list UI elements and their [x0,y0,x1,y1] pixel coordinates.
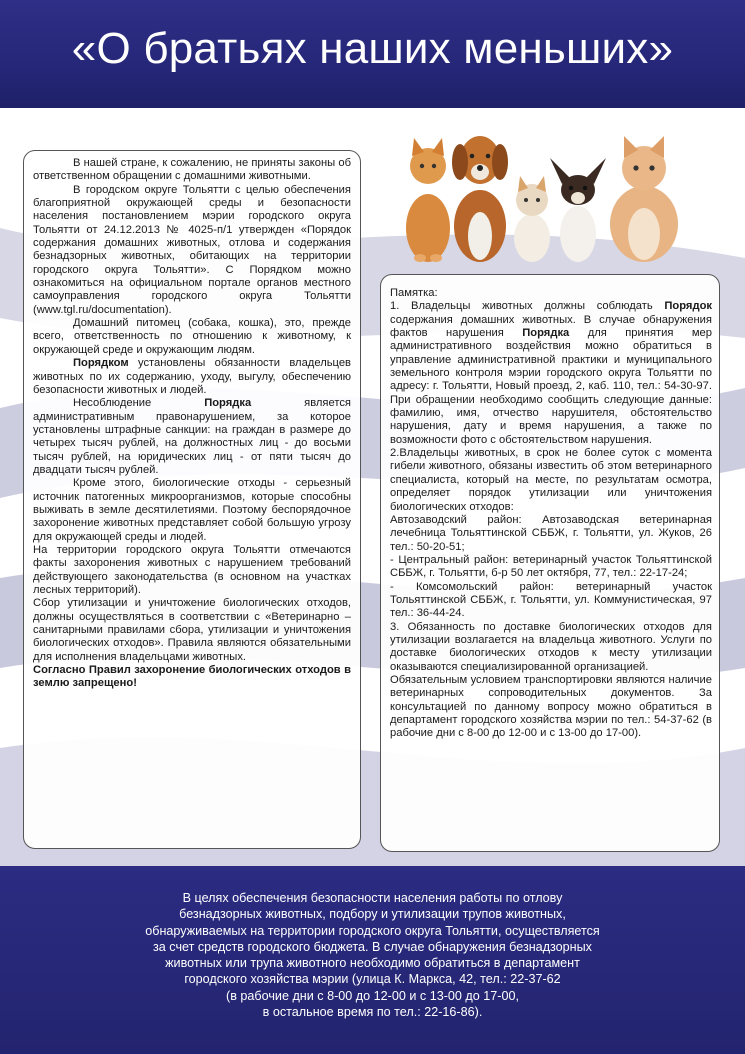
paragraph-duties [33,357,351,397]
memo-item-1-mid: содержания домашних животных. В случае обнаружения фактов нарушения [390,313,712,340]
duties-text: установлены обязанности владельцев животных по их содержанию, уходу, выгулу, обеспечению безопасности животных и людей. [33,357,351,396]
memo-transport: Обязательным условием транспортировки являются наличие ветеринарных сопроводительных документов. За консультацией по данному вопросу можно обратиться в департамент городского хозяйства мэрии по тел.: 54-37-62 (в рабочие дни с 8-00 до 12-00 и с 13-00 до 17-00). [390,673,712,740]
bold-term: Порядок [664,300,712,313]
district-centralny: - Центральный район: ветеринарный участок Тольяттинской СББЖ, г. Тольятти, б-р 50 лет октября, 77, тел.: 22-17-24; [390,553,712,580]
district-komsomolsky: - Комсомольский район: ветеринарный участок Тольяттинской СББЖ, г. Тольятти, ул. Коммунистическая, 97 тел.: 36-44-24. [390,580,712,620]
memo-heading: Памятка: [390,287,438,299]
memo-item-3: 3. Обязанность по доставке биологических отходов для утилизации возлагается на владельца животного. Услуги по доставке биологических отходов к месту утилизации оказываются специализированной организацией. [390,620,712,673]
paragraph-laws: В нашей стране, к сожалению, не приняты законы об ответственном обращении с домашними животными. [33,157,351,183]
info-panel-left [23,150,361,849]
paragraph-violations: На территории городского округа Тольятти отмечаются факты захоронения животных с нарушением требований действующего законодательства (в основном на участках лесных территорий). [33,543,351,596]
bold-term: Порядком [73,357,129,370]
paragraph-penalties [33,397,351,477]
kitten-icon [514,176,550,262]
memo-item-1-lead: 1. Владельцы животных должны соблюдать [390,300,665,313]
memo-panel [380,274,720,852]
paragraph-pet-responsibility: Домашний питомец (собака, кошка), это, прежде всего, ответственность по отношению к животному, к окружающей среде и окружающим людям. [33,317,351,356]
penalties-lead: Несоблюдение [73,397,205,410]
dog-icon [452,136,508,262]
paragraph-resolution: В городском округе Тольятти с целью обеспечения благоприятной окружающей среды и безопасности населения постановлением мэрии городского округа Тольятти от 24.12.2013 № 4025-п/1 утвержден «Порядок содержания домашних животных, отлова и содержания безнадзорных животных, обитающих на территории городского округа Тольятти». С Порядком можно ознакомиться на официальном портале органов местного самоуправления городского округа Тольятти (www.tgl.ru/documentation). [33,183,351,316]
page-title: «О братьях наших меньших» [71,24,674,73]
cat-right-icon [610,136,678,262]
penalties-text: является административным правонарушением, за которое установлены штрафные санкции: на граждан в размере до четырех тысяч рублей, на должностных лиц - до восьми тысяч рублей, на юридических лиц - от пяти тысяч до двадцати тысяч рублей. [33,397,351,476]
bold-term: Порядка [522,327,570,340]
pets-photo-icon [400,128,690,264]
paragraph-burial-ban: Согласно Правил захоронение биологических отходов в землю запрещено! [33,664,351,690]
memo-item-1 [390,300,712,447]
chihuahua-icon [550,158,606,262]
paragraph-disposal-rules: Сбор утилизации и уничтожение биологических отходов, должны осуществляться в соответствии с «Ветеринарно – санитарными правилами сбора, утилизации и уничтожения биологических отходов». Правила являются обязательными для исполнения владельцами животных. [33,597,351,663]
header-banner [0,0,745,108]
footer-text: В целях обеспечения безопасности населения работы по отлову безнадзорных животных, подбору и утилизации трупов животных, обнаруживаемых на территории городского округа Тольятти, осуществляется за счет средств городского бюджета. В случае обнаружения безнадзорных животных или трупа животного необходимо обратиться в департамент городского хозяйства мэрии (улица К. Маркса, 42, тел.: 22-37-62 (в рабочие дни с 8-00 до 12-00 и с 13-00 до 17-00, в остальное время по тел.: 22-16-86). [145,891,600,1020]
footer-banner [0,866,745,1054]
paragraph-bio-waste: Кроме этого, биологические отходы - серьезный источник патогенных микроорганизмов, которые способны выживать в земле десятилетиями. Поэтому беспорядочное захоронение животных представляет собой большую угрозу для окружающей среды и людей. [33,477,351,543]
bold-term: Порядка [204,397,252,410]
cat-left-icon [406,138,450,262]
memo-item-2: 2.Владельцы животных, в срок не более суток с момента гибели животного, обязаны известить об этом ветеринарного специалиста, который на месте, по результатам осмотра, определяет порядок утилизации или уничтожения биологических отходов: [390,447,712,513]
district-avtozavodsky: Автозаводский район: Автозаводская ветеринарная лечебница Тольяттинской СББЖ, г. Тольятти, ул. Жуков, 26 тел.: 50-20-51; [390,513,712,553]
memo-item-1-rest: для принятия мер административного воздействия можно обратиться в управление административной практики и муниципального земельного контроля мэрии городского округа Тольятти по адресу: г. Тольятти, Новый проезд, 2, каб. 110, тел.: 54-30-97. При обращении необходимо сообщить следующие данные: фамилию, имя, отчество нарушителя, обстоятельство нарушения, дату и время нарушения, а также по возможности фото с обстоятельством нарушения. [390,327,712,446]
